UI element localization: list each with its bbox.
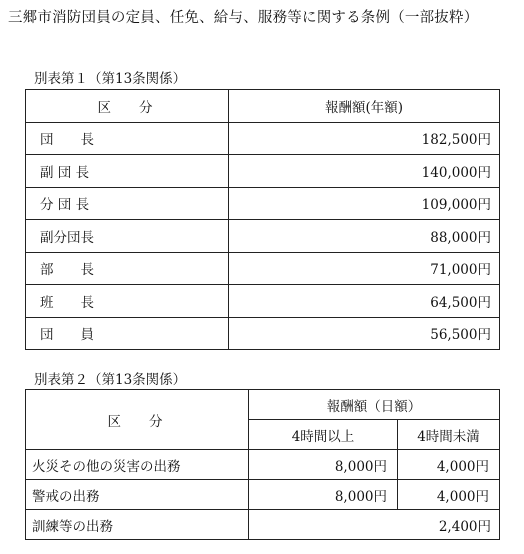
- table-row: [26, 252, 500, 285]
- rank-cell: 分 団 長: [26, 187, 229, 220]
- table-row: [26, 155, 500, 188]
- document-title: 三郷市消防団員の定員、任免、給与、服務等に関する条例（一部抜粋）: [8, 10, 479, 26]
- daily-compensation-table: [25, 389, 500, 540]
- table2-header-amount: 報酬額（日額）: [249, 390, 500, 420]
- table2-header-row: [26, 390, 500, 420]
- rank-cell: 部 長: [26, 252, 229, 285]
- rank-cell: 班 長: [26, 285, 229, 318]
- table2-header-over4: 4時間以上: [249, 420, 398, 450]
- table2-header-under4: 4時間未満: [398, 420, 500, 450]
- duty-cell: 警戒の出務: [26, 480, 249, 510]
- table2-caption: 別表第２（第13条関係）: [34, 372, 187, 388]
- amount-over4-cell: 8,000円: [249, 450, 398, 480]
- amount-cell: 182,500円: [229, 122, 500, 155]
- duty-cell: 火災その他の災害の出務: [26, 450, 249, 480]
- table1-header-category: 区分: [26, 90, 229, 123]
- table-row: [26, 480, 500, 510]
- amount-under4-cell: 4,000円: [398, 480, 500, 510]
- amount-cell: 56,500円: [229, 317, 500, 350]
- table1-header-row: [26, 90, 500, 123]
- rank-cell: 副 団 長: [26, 155, 229, 188]
- amount-cell: 88,000円: [229, 220, 500, 253]
- annual-compensation-table: [25, 89, 500, 350]
- amount-under4-cell: 4,000円: [398, 450, 500, 480]
- table-row: [26, 317, 500, 350]
- amount-cell: 64,500円: [229, 285, 500, 318]
- table-row: [26, 122, 500, 155]
- amount-cell: 109,000円: [229, 187, 500, 220]
- table1-header-amount: 報酬額(年額): [229, 90, 500, 123]
- table-row: [26, 450, 500, 480]
- amount-cell: 140,000円: [229, 155, 500, 188]
- table1-caption: 別表第１（第13条関係）: [34, 71, 187, 87]
- table2-header-category: 区分: [26, 390, 249, 450]
- duty-cell: 訓練等の出務: [26, 510, 249, 540]
- table-row: [26, 510, 500, 540]
- amount-over4-cell: 8,000円: [249, 480, 398, 510]
- rank-cell: 副分団長: [26, 220, 229, 253]
- table-row: [26, 187, 500, 220]
- rank-cell: 団 員: [26, 317, 229, 350]
- rank-cell: 団 長: [26, 122, 229, 155]
- table-row: [26, 285, 500, 318]
- training-amount-cell: 2,400円: [249, 510, 500, 540]
- amount-cell: 71,000円: [229, 252, 500, 285]
- table-row: [26, 220, 500, 253]
